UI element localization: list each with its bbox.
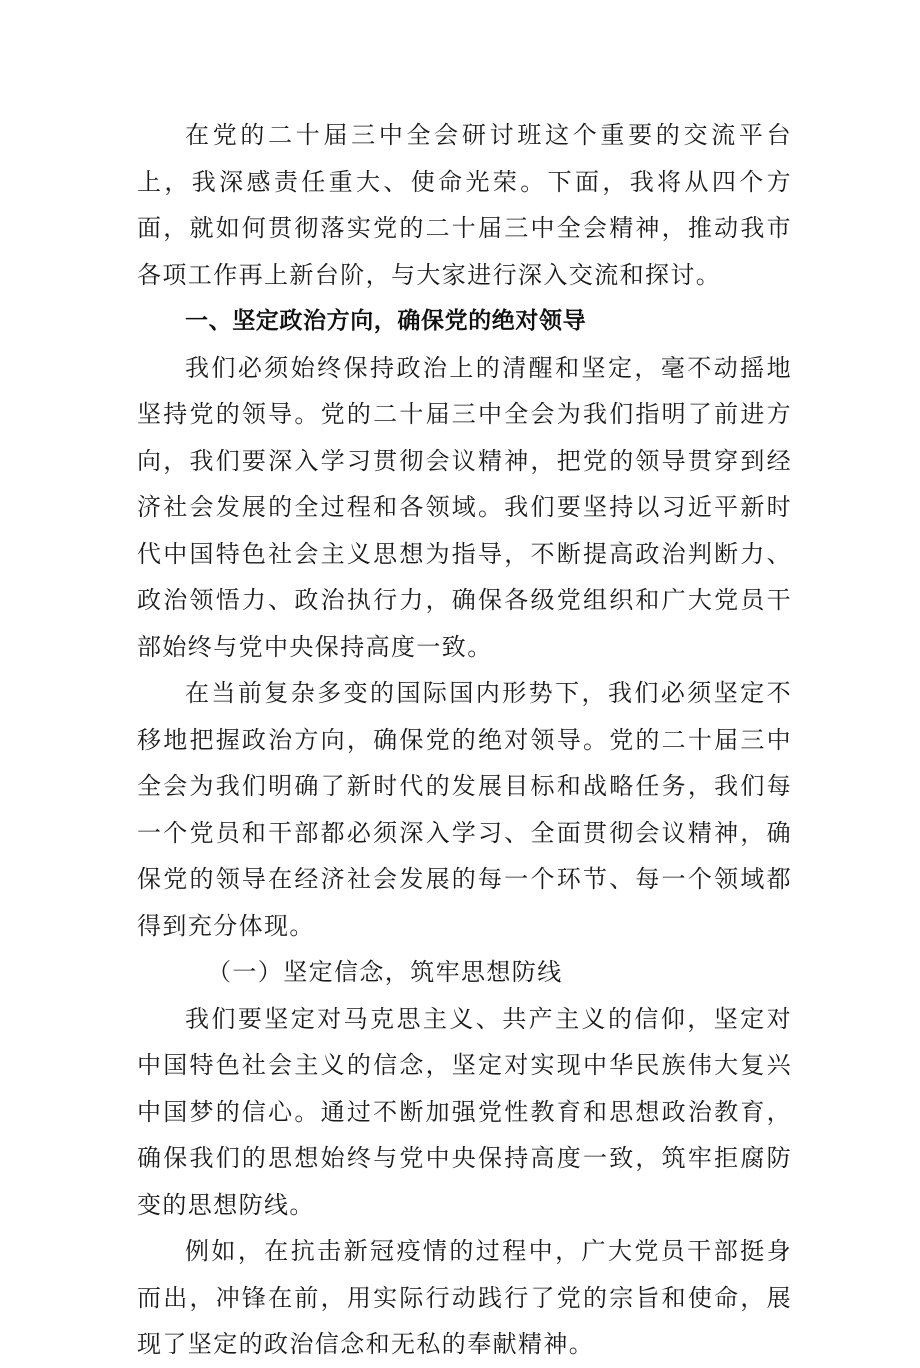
subsection-1-paragraph-1: 我们要坚定对马克思主义、共产主义的信仰，坚定对中国特色社会主义的信念，坚定对实现中华民族伟大复兴中国梦的信心。通过不断加强党性教育和思想政治教育，确保我们的思想始终与党中央保持高度一致，筑牢拒腐防变的思想防线。 — [137, 1004, 792, 1219]
document-body — [137, 112, 792, 1368]
intro-paragraph: 在党的二十届三中全会研讨班这个重要的交流平台上，我深感责任重大、使命光荣。下面，我将从四个方面，就如何贯彻落实党的二十届三中全会精神，推动我市各项工作再上新台阶，与大家进行深入交流和探讨。 — [137, 121, 792, 289]
section-1-paragraph-2: 在当前复杂多变的国际国内形势下，我们必须坚定不移地把握政治方向，确保党的绝对领导。党的二十届三中全会为我们明确了新时代的发展目标和战略任务，我们每一个党员和干部都必须深入学习、全面贯彻会议精神，确保党的领导在经济社会发展的每一个环节、每一个领域都得到充分体现。 — [137, 679, 792, 940]
subsection-1-heading: （一）坚定信念，筑牢思想防线 — [207, 958, 563, 986]
section-1-heading: 一、坚定政治方向，确保党的绝对领导 — [185, 308, 587, 334]
subsection-1-paragraph-2: 例如，在抗击新冠疫情的过程中，广大党员干部挺身而出，冲锋在前，用实际行动践行了党的宗旨和使命，展现了坚定的政治信念和无私的奉献精神。 — [137, 1237, 792, 1358]
section-1-paragraph-1: 我们必须始终保持政治上的清醒和坚定，毫不动摇地坚持党的领导。党的二十届三中全会为我们指明了前进方向，我们要深入学习贯彻会议精神，把党的领导贯穿到经济社会发展的全过程和各领域。我们要坚持以习近平新时代中国特色社会主义思想为指导，不断提高政治判断力、政治领悟力、政治执行力，确保各级党组织和广大党员干部始终与党中央保持高度一致。 — [137, 353, 792, 661]
